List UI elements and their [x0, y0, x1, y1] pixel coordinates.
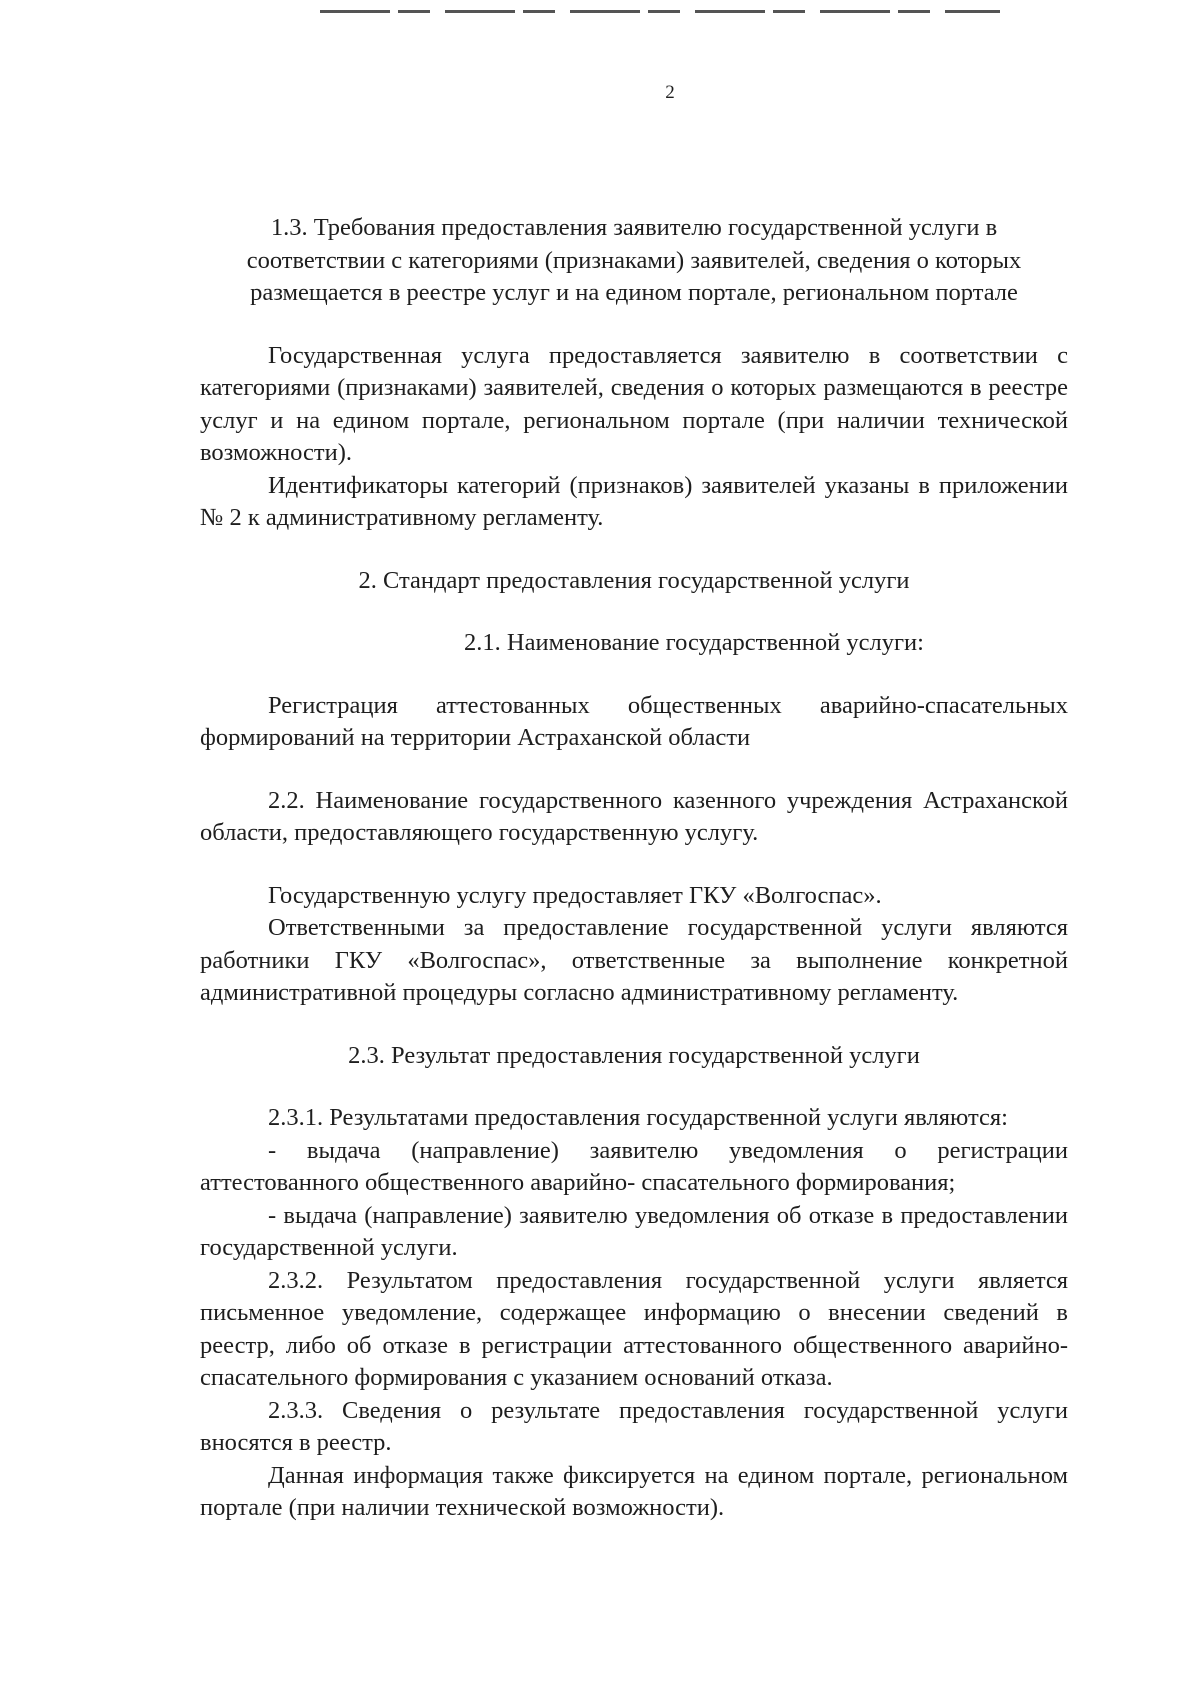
section-2-1-heading: 2.1. Наименование государственной услуги:	[464, 629, 924, 656]
section-1-3-paragraph-1: Государственная услуга предоставляется заявителю в соответствии с категориями (признаками) заявителей, сведения о которых размещаются в реестре услуг и на едином портале, региональном портале (при наличии технической возможности).	[200, 341, 1068, 466]
section-1-3-heading: 1.3. Требования предоставления заявителю государственной услуги в соответствии с категориями (признаками) заявителей, сведения о которых размещается в реестре услуг и на едином портале, региональном портале	[246, 214, 1022, 306]
section-2-3-paragraph-3: - выдача (направление) заявителю уведомления об отказе в предоставлении государственной услуги.	[200, 1201, 1068, 1261]
section-2-2-heading: 2.2. Наименование государственного казенного учреждения Астраханской области, предоставляющего государственную услугу.	[200, 786, 1068, 846]
section-2-3-paragraph-2: - выдача (направление) заявителю уведомления о регистрации аттестованного общественного аварийно- спасательного формирования;	[200, 1136, 1068, 1196]
section-2-3-heading: 2.3. Результат предоставления государственной услуги	[348, 1041, 920, 1069]
section-2-1-paragraph-1: Регистрация аттестованных общественных аварийно-спасательных формирований на территории Астраханской области	[200, 691, 1068, 751]
scan-edge-artifact	[320, 10, 1000, 13]
section-2-2-paragraph-1: Государственную услугу предоставляет ГКУ «Волгоспас».	[268, 881, 882, 909]
section-1-3-paragraph-2: Идентификаторы категорий (признаков) заявителей указаны в приложении № 2 к административному регламенту.	[200, 471, 1068, 531]
section-2-3-paragraph-5: 2.3.3. Сведения о результате предоставления государственной услуги вносятся в реестр.	[200, 1396, 1068, 1456]
page-number: 2	[665, 82, 675, 103]
section-2-3-paragraph-6: Данная информация также фиксируется на едином портале, региональном портале (при наличии технической возможности).	[200, 1461, 1068, 1521]
document-body	[200, 212, 1068, 1525]
section-2-3-paragraph-4: 2.3.2. Результатом предоставления государственной услуги является письменное уведомление, содержащее информацию о внесении сведений в реестр, либо об отказе в регистрации аттестованного общественного аварийно-спасательного формирования с указанием оснований отказа.	[200, 1266, 1068, 1391]
section-2-3-paragraph-1: 2.3.1. Результатами предоставления государственной услуги являются:	[268, 1104, 1008, 1131]
section-2-heading: 2. Стандарт предоставления государственной услуги	[358, 566, 910, 594]
section-2-2-paragraph-2: Ответственными за предоставление государственной услуги являются работники ГКУ «Волгоспас», ответственные за выполнение конкретной административной процедуры согласно административному регламенту.	[200, 914, 1068, 1006]
